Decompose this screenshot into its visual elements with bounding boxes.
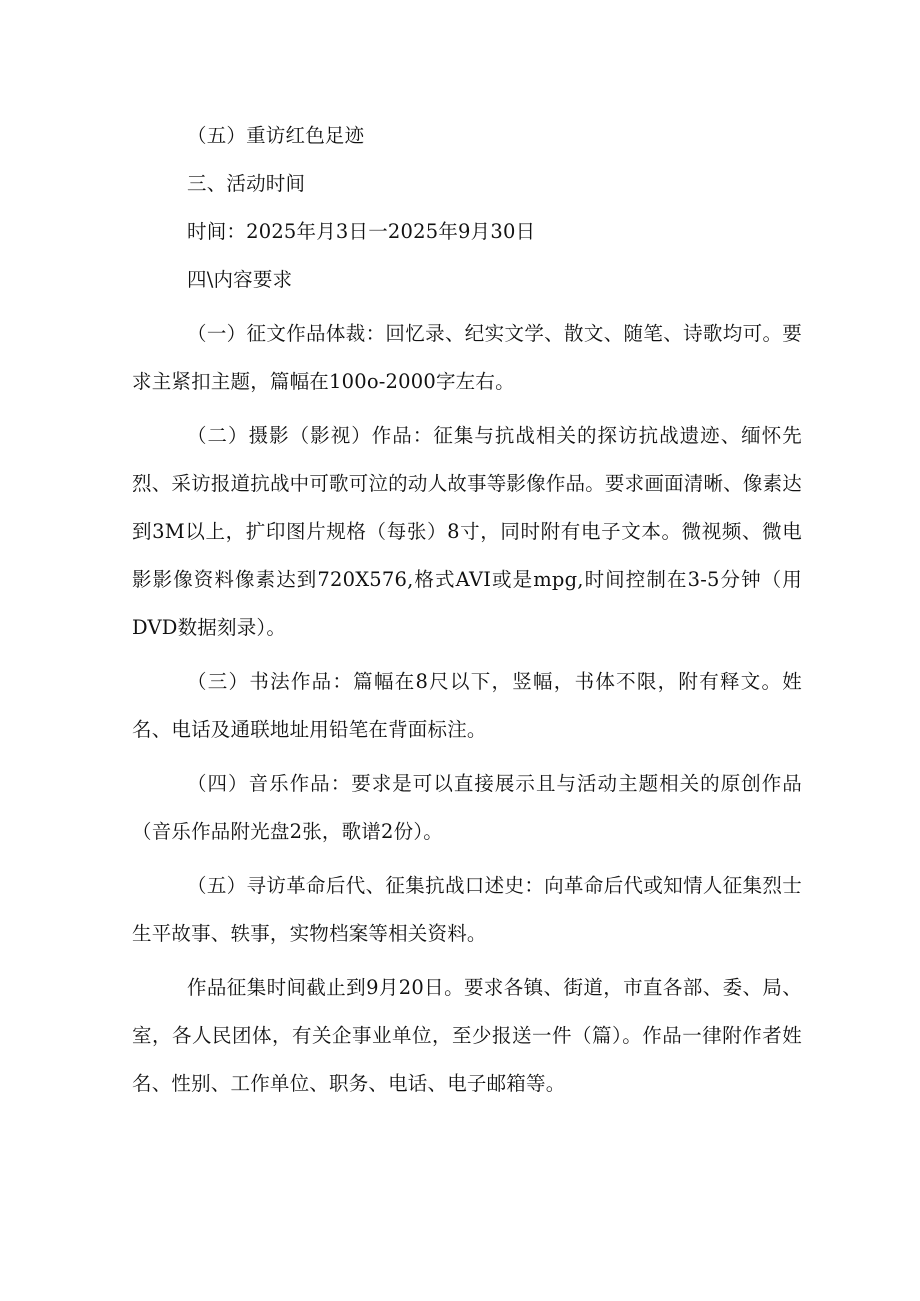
paragraph-calligraphy-requirements: （三）书法作品：篇幅在8尺以下，竖幅，书体不限，附有释文。姓名、电话及通联地址用铅笔在背面标注。 [132, 670, 802, 741]
heading-revisit-red-footprints: （五）重访红色足迹 [187, 124, 365, 147]
section-heading-content-requirements: 四\内容要求 [187, 268, 293, 291]
document-body [132, 112, 802, 1108]
paragraph-essay-requirements: （一）征文作品体裁：回忆录、纪实文学、散文、随笔、诗歌均可。要求主紧扣主题，篇幅在100o-2000字左右。 [132, 322, 802, 393]
paragraph-oral-history-requirements: （五）寻访革命后代、征集抗战口述史：向革命后代或知情人征集烈士生平故事、轶事，实物档案等相关资料。 [132, 874, 802, 945]
activity-time-text: 时间：2025年月3日一2025年9月30日 [187, 220, 536, 243]
paragraph-submission-deadline: 作品征集时间截止到9月20日。要求各镇、街道，市直各部、委、局、室，各人民团体，有关企事业单位，至少报送一件（篇）。作品一律附作者姓名、性别、工作单位、职务、电话、电子邮箱等。 [132, 976, 802, 1095]
paragraph-music-requirements: （四）音乐作品：要求是可以直接展示且与活动主题相关的原创作品（音乐作品附光盘2张，歌谱2份）。 [132, 772, 802, 843]
section-heading-activity-time: 三、活动时间 [187, 172, 306, 195]
paragraph-photo-video-requirements: （二）摄影（影视）作品：征集与抗战相关的探访抗战遗迹、缅怀先烈、采访报道抗战中可歌可泣的动人故事等影像作品。要求画面清晰、像素达到3M以上，扩印图片规格（每张）8寸，同时附有电子文本。微视频、微电影影像资料像素达到720X576,格式AVI或是mpg,时间控制在3-5分钟（用DVD数据刻录）。 [132, 424, 802, 639]
